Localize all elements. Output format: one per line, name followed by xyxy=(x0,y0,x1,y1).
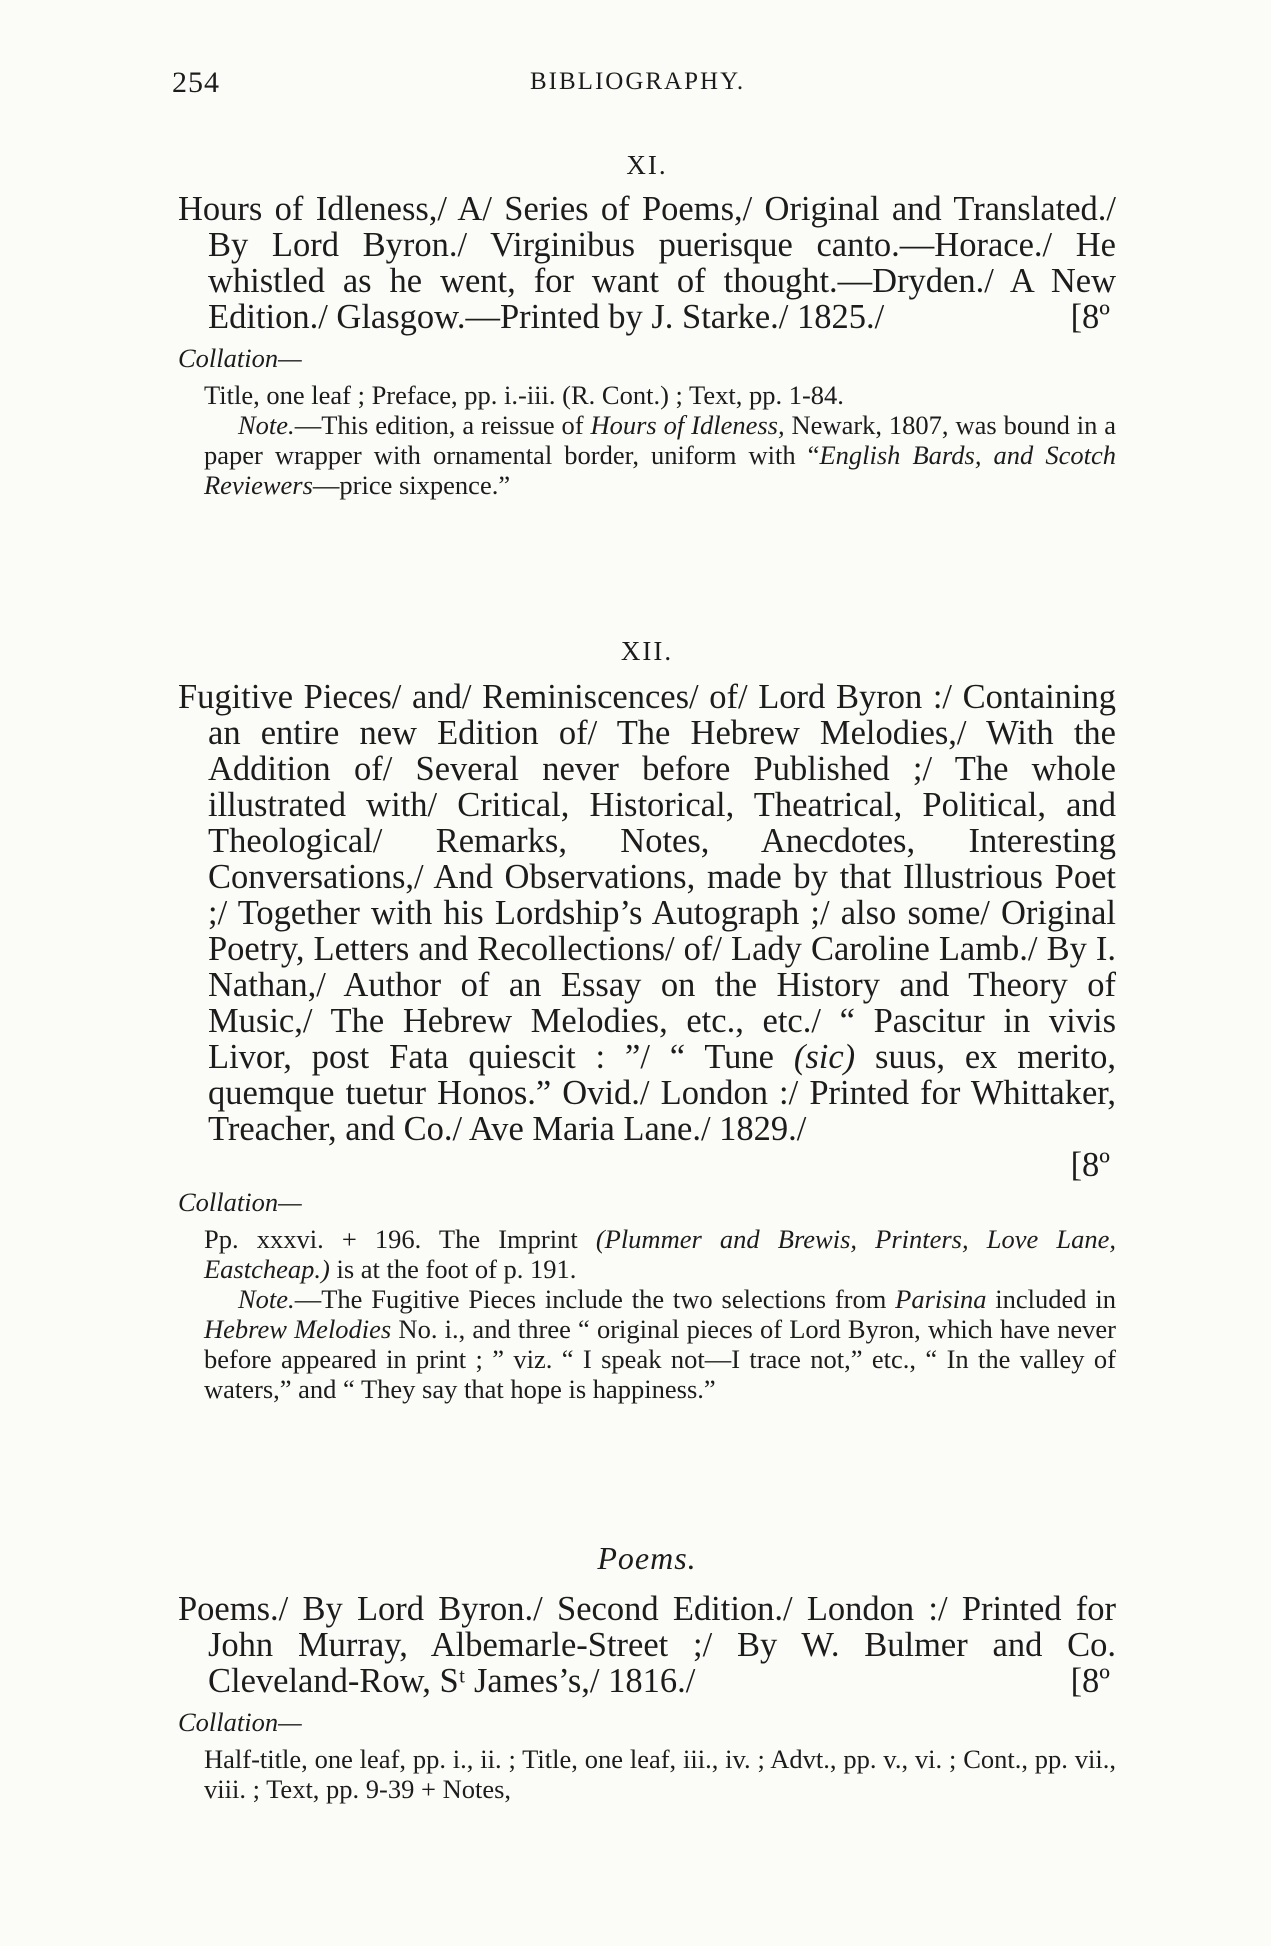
note-italic: Hours of Idleness, xyxy=(590,410,785,440)
note-text: —price sixpence.” xyxy=(312,470,511,500)
collation-part: is at the foot of p. 191. xyxy=(329,1254,577,1284)
note-text: —This edition, a reissue of xyxy=(294,410,591,440)
section-heading: Poems. xyxy=(597,1540,697,1576)
format-mark: [8º xyxy=(1070,298,1110,336)
section-xii xyxy=(178,636,1116,1404)
note-paragraph xyxy=(178,410,1116,500)
bibliographic-entry xyxy=(178,679,1116,1147)
collation-label: Collation— xyxy=(178,343,302,373)
collation-italic: (Plummer and Brewis, Printers, Love Lane, Eastcheap.) xyxy=(204,1224,1116,1284)
page-number: 254 xyxy=(172,66,220,99)
collation-text: Title, one leaf ; Preface, pp. i.-iii. (R. Cont.) ; Text, pp. 1-84. xyxy=(204,380,844,410)
collation-text xyxy=(178,1224,1116,1284)
note-italic: Hebrew Melodies xyxy=(204,1314,392,1344)
entry-title: Hours of Idleness,/ A/ Series of Poems,/ Original and Translated./ By Lord Byron./ Virginibus puerisque canto.—Horace./ He whistled as he went, for want of thought.—Dryden./ A New Edition./ Glasgow.—Printed by J. Starke./ 1825./ xyxy=(178,190,1116,336)
section-numeral: XII. xyxy=(620,636,674,666)
section-poems xyxy=(178,1540,1116,1804)
running-header xyxy=(0,66,1271,106)
note-text: Newark, 1807, was bound in a paper wrapper with ornamental border, uniform with “ xyxy=(204,410,1117,470)
entry-title-end: suus, ex merito, quemque tuetur Honos.” Ovid./ London :/ Printed for Whittaker, Treacher, and Co./ Ave Maria Lane./ 1829./ xyxy=(208,1038,1116,1148)
bibliographic-entry xyxy=(178,191,1116,335)
section-numeral: XI. xyxy=(626,150,668,180)
note-label: Note. xyxy=(238,410,295,440)
format-mark: [8º xyxy=(1070,1146,1110,1184)
note-text: —The Fugitive Pieces include the two selections from xyxy=(294,1284,896,1314)
bibliographic-entry xyxy=(178,1591,1116,1699)
running-title: BIBLIOGRAPHY. xyxy=(530,68,746,95)
section-xi xyxy=(178,150,1116,500)
note-paragraph xyxy=(178,1284,1116,1404)
entry-sic: (sic) xyxy=(793,1038,856,1076)
note-text: included in xyxy=(986,1284,1116,1314)
entry-title: Fugitive Pieces/ and/ Reminiscences/ of/ Lord Byron :/ Containing an entire new Edition of/ The Hebrew Melodies,/ With the Addition of/ Several never before Published ;/ The whole illustrated with/ Critical, Historical, Theatrical, Political, and Theological/ Remarks, Notes, Anecdotes, Interesting Conversations,/ And Observations, made by that Illustrious Poet ;/ Together with his Lordship’s Autograph ;/ also some/ Original Poetry, Letters and Recollections/ of/ Lady Caroline Lamb./ By I. Nathan,/ Author of an Essay on the History and Theory of Music,/ The Hebrew Melodies, etc., etc./ “ Pascitur in vivis Livor, post Fata quiescit : ”/ “ Tune xyxy=(178,678,1116,1076)
collation-text: Half-title, one leaf, pp. i., ii. ; Title, one leaf, iii., iv. ; Advt., pp. v., vi. ; Cont., pp. vii., viii. ; Text, pp. 9-39 + Notes, xyxy=(204,1744,1116,1804)
collation-label: Collation— xyxy=(178,1187,302,1217)
entry-title: Poems./ By Lord Byron./ Second Edition./ London :/ Printed for John Murray, Albemarle-Street ;/ By W. Bulmer and Co. Cleveland-Row, Sᵗ James’s,/ 1816./ xyxy=(178,1590,1116,1700)
collation-part: Pp. xxxvi. + 196. The Imprint xyxy=(204,1224,596,1254)
collation-label: Collation— xyxy=(178,1707,302,1737)
note-label: Note. xyxy=(238,1284,295,1314)
note-text: No. i., and three “ original pieces of Lord Byron, which have never before appeared in print ; ” viz. “ I speak not—I trace not,” etc., “ In the valley of waters,” and “ They say that hope is happiness.” xyxy=(204,1314,1117,1404)
note-italic: English Bards, and Scotch Reviewers xyxy=(204,440,1116,500)
note-italic: Parisina xyxy=(895,1284,987,1314)
format-mark: [8º xyxy=(1070,1662,1110,1700)
